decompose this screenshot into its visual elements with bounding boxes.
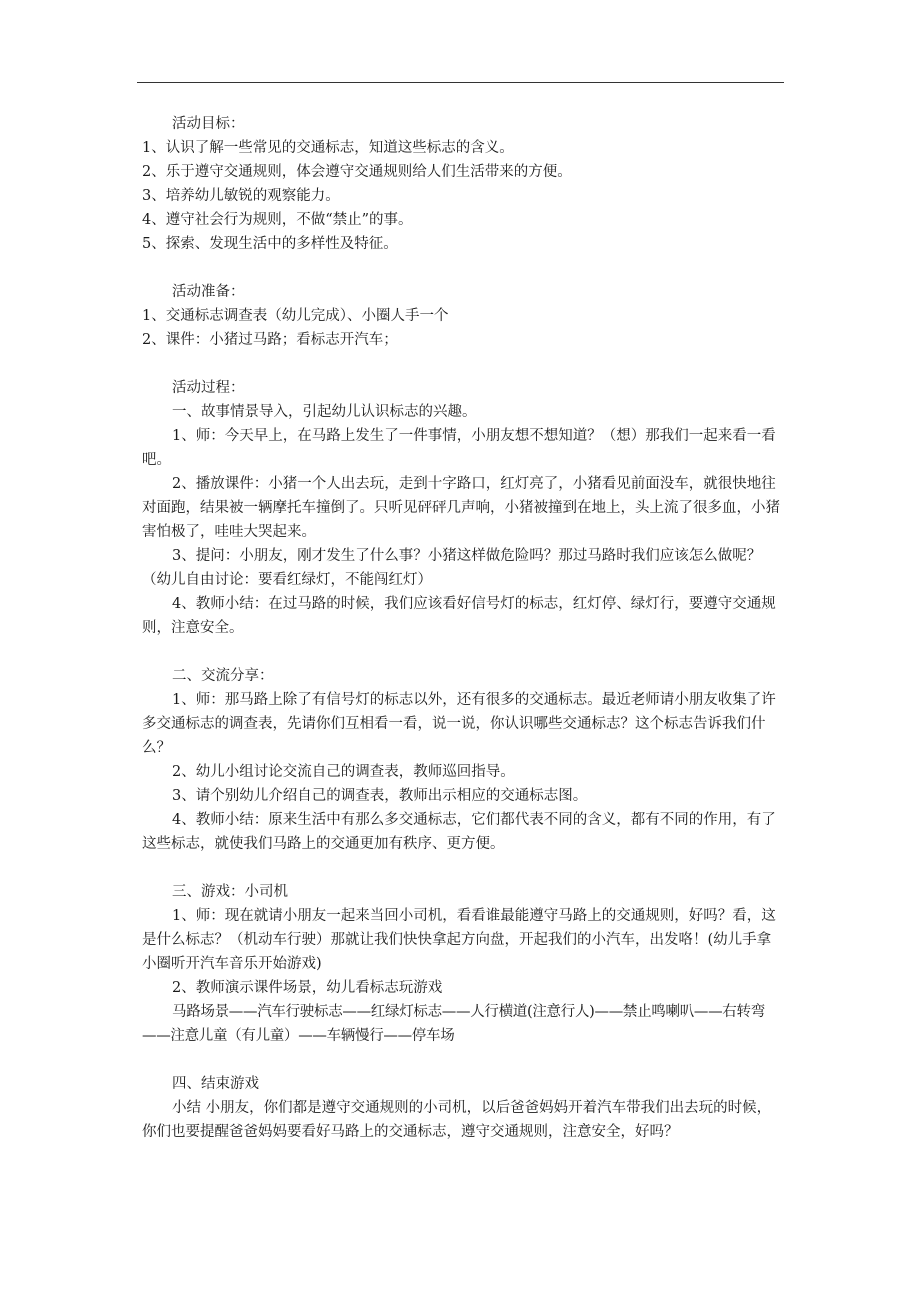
part4-title: 四、结束游戏: [172, 1076, 259, 1092]
goal-item: 1、认识了解一些常见的交通标志，知道这些标志的含义。: [142, 140, 514, 156]
part4-paragraph: 小结 小朋友，你们都是遵守交通规则的小司机，以后爸爸妈妈开着汽车带我们出去玩的时候，你们也要提醒爸爸妈妈要看好马路上的交通标志，遵守交通规则，注意安全，好吗？: [142, 1100, 772, 1140]
document-body: [142, 112, 782, 1144]
goal-item: 3、培养幼儿敏锐的观察能力。: [142, 188, 340, 204]
goal-item: 2、乐于遵守交通规则，体会遵守交通规则给人们生活带来的方便。: [142, 164, 572, 180]
goal-item: 4、遵守社会行为规则，不做“禁止”的事。: [142, 212, 413, 228]
prep-item: 2、课件：小猪过马路；看标志开汽车；: [142, 332, 398, 348]
part3-paragraph: 2、教师演示课件场景，幼儿看标志玩游戏: [172, 980, 443, 996]
part2-paragraph: 1、师：那马路上除了有信号灯的标志以外，还有很多的交通标志。最近老师请小朋友收集了许多交通标志的调查表，先请你们互相看一看，说一说，你认识哪些交通标志？这个标志告诉我们什么？: [142, 692, 776, 756]
header-rule: [137, 82, 784, 83]
goal-item: 5、探索、发现生活中的多样性及特征。: [142, 236, 398, 252]
traffic-scene-sequence: 马路场景——汽车行驶标志——红绿灯标志——人行横道(注意行人)——禁止鸣喇叭——右转弯——注意儿童（有儿童）——车辆慢行——停车场: [142, 1004, 765, 1044]
part2-paragraph: 2、幼儿小组讨论交流自己的调查表，教师巡回指导。: [172, 764, 515, 780]
goals-heading: 活动目标：: [172, 116, 245, 132]
part2-title: 二、交流分享：: [172, 668, 274, 684]
part2-paragraph: 3、请个别幼儿介绍自己的调查表，教师出示相应的交通标志图。: [172, 788, 588, 804]
part1-paragraph: 4、教师小结：在过马路的时候，我们应该看好信号灯的标志，红灯停、绿灯行，要遵守交通规则，注意安全。: [142, 596, 776, 636]
part3-title: 三、游戏：小司机: [172, 884, 288, 900]
part3-paragraph: 1、师：现在就请小朋友一起来当回小司机，看看谁最能遵守马路上的交通规则，好吗？看，这是什么标志？（机动车行驶）那就让我们快快拿起方向盘，开起我们的小汽车，出发咯！(幼儿手拿小圈听开汽车音乐开始游戏): [142, 908, 776, 972]
part1-title: 一、故事情景导入，引起幼儿认识标志的兴趣。: [172, 404, 477, 420]
prep-heading: 活动准备：: [172, 284, 245, 300]
process-heading: 活动过程：: [172, 380, 245, 396]
prep-item: 1、交通标志调查表（幼儿完成）、小圈人手一个: [142, 308, 449, 324]
part1-paragraph: 2、播放课件：小猪一个人出去玩，走到十字路口，红灯亮了，小猪看见前面没车，就很快地往对面跑，结果被一辆摩托车撞倒了。只听见砰砰几声响，小猪被撞到在地上，头上流了很多血，小猪害怕极了，哇哇大哭起来。: [142, 476, 780, 540]
part1-paragraph: 3、提问：小朋友，刚才发生了什么事？小猪这样做危险吗？那过马路时我们应该怎么做呢？（幼儿自由讨论：要看红绿灯，不能闯红灯）: [142, 548, 762, 588]
part1-paragraph: 1、师：今天早上，在马路上发生了一件事情，小朋友想不想知道？（想）那我们一起来看一看吧。: [142, 428, 776, 468]
part2-paragraph: 4、教师小结：原来生活中有那么多交通标志，它们都代表不同的含义，都有不同的作用，有了这些标志，就使我们马路上的交通更加有秩序、更方便。: [142, 812, 776, 852]
